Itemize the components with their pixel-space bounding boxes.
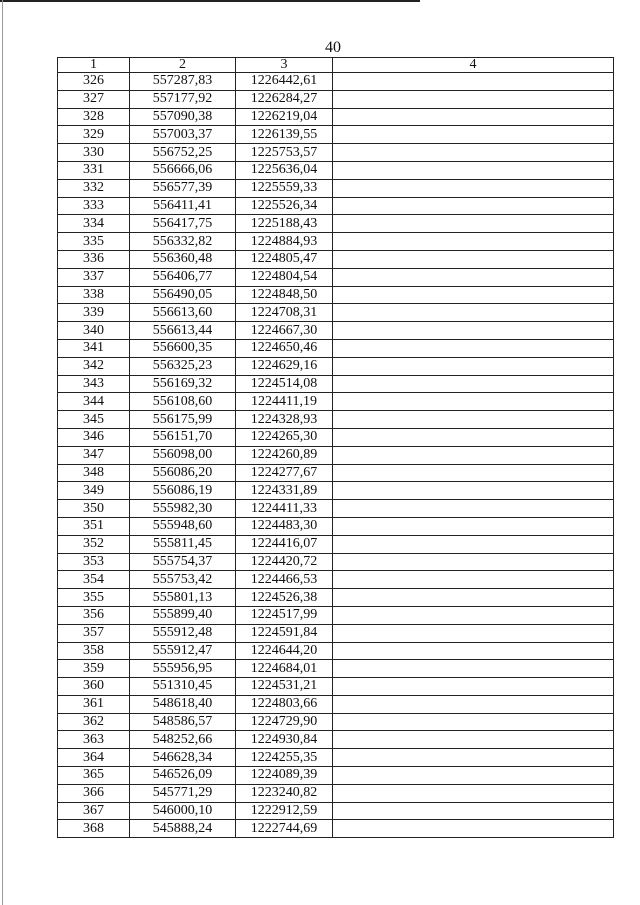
point-number-cell: 367: [58, 802, 130, 820]
point-number-cell: 338: [58, 286, 130, 304]
table-row: [58, 375, 614, 393]
y-coordinate-cell: 1224729,90: [236, 713, 333, 731]
point-number-cell: 352: [58, 535, 130, 553]
note-cell: [333, 571, 614, 589]
y-coordinate-cell: 1224526,38: [236, 589, 333, 607]
x-coordinate-cell: 555912,47: [130, 642, 236, 660]
note-cell: [333, 535, 614, 553]
point-number-cell: 329: [58, 126, 130, 144]
note-cell: [333, 161, 614, 179]
point-number-cell: 358: [58, 642, 130, 660]
note-cell: [333, 500, 614, 518]
note-cell: [333, 233, 614, 251]
x-coordinate-cell: 556613,60: [130, 304, 236, 322]
table-row: [58, 179, 614, 197]
x-coordinate-cell: 556577,39: [130, 179, 236, 197]
note-cell: [333, 731, 614, 749]
table-row: [58, 161, 614, 179]
x-coordinate-cell: 556098,00: [130, 446, 236, 464]
x-coordinate-cell: 556406,77: [130, 268, 236, 286]
note-cell: [333, 428, 614, 446]
point-number-cell: 368: [58, 820, 130, 838]
point-number-cell: 336: [58, 250, 130, 268]
y-coordinate-cell: 1225559,33: [236, 179, 333, 197]
table-row: [58, 144, 614, 162]
x-coordinate-cell: 555912,48: [130, 624, 236, 642]
table-row: [58, 446, 614, 464]
x-coordinate-cell: 556086,20: [130, 464, 236, 482]
point-number-cell: 355: [58, 589, 130, 607]
point-number-cell: 327: [58, 90, 130, 108]
y-coordinate-cell: 1224644,20: [236, 642, 333, 660]
table-row: [58, 571, 614, 589]
x-coordinate-cell: 546526,09: [130, 767, 236, 785]
table-row: [58, 73, 614, 91]
table-row: [58, 215, 614, 233]
x-coordinate-cell: 556411,41: [130, 197, 236, 215]
point-number-cell: 363: [58, 731, 130, 749]
note-cell: [333, 624, 614, 642]
note-cell: [333, 144, 614, 162]
page-left-edge: [2, 0, 3, 905]
x-coordinate-cell: 545888,24: [130, 820, 236, 838]
point-number-cell: 341: [58, 339, 130, 357]
y-coordinate-cell: 1226284,27: [236, 90, 333, 108]
point-number-cell: 351: [58, 517, 130, 535]
x-coordinate-cell: 546628,34: [130, 749, 236, 767]
note-cell: [333, 660, 614, 678]
table-row: [58, 535, 614, 553]
y-coordinate-cell: 1224331,89: [236, 482, 333, 500]
point-number-cell: 333: [58, 197, 130, 215]
y-coordinate-cell: 1224416,07: [236, 535, 333, 553]
point-number-cell: 354: [58, 571, 130, 589]
note-cell: [333, 749, 614, 767]
point-number-cell: 343: [58, 375, 130, 393]
y-coordinate-cell: 1224411,33: [236, 500, 333, 518]
point-number-cell: 362: [58, 713, 130, 731]
y-coordinate-cell: 1224803,66: [236, 695, 333, 713]
y-coordinate-cell: 1224667,30: [236, 322, 333, 340]
x-coordinate-cell: 556169,32: [130, 375, 236, 393]
y-coordinate-cell: 1222912,59: [236, 802, 333, 820]
table-row: [58, 339, 614, 357]
y-coordinate-cell: 1224804,54: [236, 268, 333, 286]
note-cell: [333, 446, 614, 464]
x-coordinate-cell: 556613,44: [130, 322, 236, 340]
table-row: [58, 304, 614, 322]
table-row: [58, 393, 614, 411]
y-coordinate-cell: 1224684,01: [236, 660, 333, 678]
x-coordinate-cell: 555948,60: [130, 517, 236, 535]
table-row: [58, 250, 614, 268]
y-coordinate-cell: 1224483,30: [236, 517, 333, 535]
x-coordinate-cell: 557003,37: [130, 126, 236, 144]
note-cell: [333, 517, 614, 535]
y-coordinate-cell: 1222744,69: [236, 820, 333, 838]
table-row: [58, 784, 614, 802]
x-coordinate-cell: 555899,40: [130, 606, 236, 624]
table-row: [58, 233, 614, 251]
y-coordinate-cell: 1225636,04: [236, 161, 333, 179]
x-coordinate-cell: 548586,57: [130, 713, 236, 731]
point-number-cell: 359: [58, 660, 130, 678]
y-coordinate-cell: 1224930,84: [236, 731, 333, 749]
point-number-cell: 356: [58, 606, 130, 624]
point-number-cell: 344: [58, 393, 130, 411]
x-coordinate-cell: 546000,10: [130, 802, 236, 820]
note-cell: [333, 482, 614, 500]
y-coordinate-cell: 1224466,53: [236, 571, 333, 589]
x-coordinate-cell: 555811,45: [130, 535, 236, 553]
note-cell: [333, 411, 614, 429]
table-row: [58, 197, 614, 215]
note-cell: [333, 695, 614, 713]
point-number-cell: 331: [58, 161, 130, 179]
x-coordinate-cell: 555956,95: [130, 660, 236, 678]
x-coordinate-cell: 557287,83: [130, 73, 236, 91]
y-coordinate-cell: 1226139,55: [236, 126, 333, 144]
table-row: [58, 660, 614, 678]
table-row: [58, 322, 614, 340]
y-coordinate-cell: 1225753,57: [236, 144, 333, 162]
table-row: [58, 642, 614, 660]
point-number-cell: 349: [58, 482, 130, 500]
x-coordinate-cell: 556332,82: [130, 233, 236, 251]
note-cell: [333, 375, 614, 393]
table-row: [58, 802, 614, 820]
point-number-cell: 348: [58, 464, 130, 482]
y-coordinate-cell: 1226219,04: [236, 108, 333, 126]
point-number-cell: 361: [58, 695, 130, 713]
note-cell: [333, 713, 614, 731]
point-number-cell: 350: [58, 500, 130, 518]
table-row: [58, 767, 614, 785]
point-number-cell: 345: [58, 411, 130, 429]
x-coordinate-cell: 556417,75: [130, 215, 236, 233]
note-cell: [333, 393, 614, 411]
x-coordinate-cell: 556752,25: [130, 144, 236, 162]
y-coordinate-cell: 1224089,39: [236, 767, 333, 785]
y-coordinate-cell: 1224848,50: [236, 286, 333, 304]
point-number-cell: 353: [58, 553, 130, 571]
note-cell: [333, 197, 614, 215]
note-cell: [333, 464, 614, 482]
y-coordinate-cell: 1224629,16: [236, 357, 333, 375]
table-row: [58, 589, 614, 607]
point-number-cell: 328: [58, 108, 130, 126]
table-row: [58, 108, 614, 126]
x-coordinate-cell: 556151,70: [130, 428, 236, 446]
note-cell: [333, 553, 614, 571]
table-row: [58, 820, 614, 838]
point-number-cell: 364: [58, 749, 130, 767]
y-coordinate-cell: 1224328,93: [236, 411, 333, 429]
table-row: [58, 749, 614, 767]
point-number-cell: 340: [58, 322, 130, 340]
y-coordinate-cell: 1223240,82: [236, 784, 333, 802]
column-header-4: 4: [333, 58, 614, 73]
point-number-cell: 334: [58, 215, 130, 233]
x-coordinate-cell: 556086,19: [130, 482, 236, 500]
column-header-1: 1: [58, 58, 130, 73]
point-number-cell: 346: [58, 428, 130, 446]
coordinates-table: [57, 57, 614, 838]
note-cell: [333, 304, 614, 322]
x-coordinate-cell: 556108,60: [130, 393, 236, 411]
note-cell: [333, 73, 614, 91]
table-row: [58, 695, 614, 713]
top-border-rule: [0, 0, 420, 2]
x-coordinate-cell: 548618,40: [130, 695, 236, 713]
y-coordinate-cell: 1224411,19: [236, 393, 333, 411]
x-coordinate-cell: 545771,29: [130, 784, 236, 802]
y-coordinate-cell: 1224420,72: [236, 553, 333, 571]
y-coordinate-cell: 1224517,99: [236, 606, 333, 624]
note-cell: [333, 126, 614, 144]
note-cell: [333, 90, 614, 108]
column-header-2: 2: [130, 58, 236, 73]
note-cell: [333, 784, 614, 802]
table-row: [58, 731, 614, 749]
point-number-cell: 366: [58, 784, 130, 802]
x-coordinate-cell: 551310,45: [130, 678, 236, 696]
table-row: [58, 500, 614, 518]
table-row: [58, 126, 614, 144]
table-body: [58, 73, 614, 838]
table-row: [58, 624, 614, 642]
x-coordinate-cell: 555754,37: [130, 553, 236, 571]
note-cell: [333, 268, 614, 286]
y-coordinate-cell: 1224514,08: [236, 375, 333, 393]
table-row: [58, 428, 614, 446]
table-row: [58, 90, 614, 108]
x-coordinate-cell: 556360,48: [130, 250, 236, 268]
point-number-cell: 330: [58, 144, 130, 162]
y-coordinate-cell: 1224277,67: [236, 464, 333, 482]
x-coordinate-cell: 556600,35: [130, 339, 236, 357]
y-coordinate-cell: 1224650,46: [236, 339, 333, 357]
note-cell: [333, 767, 614, 785]
point-number-cell: 326: [58, 73, 130, 91]
point-number-cell: 365: [58, 767, 130, 785]
point-number-cell: 347: [58, 446, 130, 464]
table-row: [58, 553, 614, 571]
x-coordinate-cell: 556325,23: [130, 357, 236, 375]
x-coordinate-cell: 557177,92: [130, 90, 236, 108]
table-row: [58, 482, 614, 500]
y-coordinate-cell: 1225188,43: [236, 215, 333, 233]
table-row: [58, 713, 614, 731]
y-coordinate-cell: 1225526,34: [236, 197, 333, 215]
x-coordinate-cell: 556490,05: [130, 286, 236, 304]
note-cell: [333, 678, 614, 696]
y-coordinate-cell: 1224884,93: [236, 233, 333, 251]
y-coordinate-cell: 1224805,47: [236, 250, 333, 268]
y-coordinate-cell: 1224265,30: [236, 428, 333, 446]
column-header-3: 3: [236, 58, 333, 73]
x-coordinate-cell: 555801,13: [130, 589, 236, 607]
x-coordinate-cell: 555753,42: [130, 571, 236, 589]
note-cell: [333, 179, 614, 197]
y-coordinate-cell: 1224260,89: [236, 446, 333, 464]
x-coordinate-cell: 556175,99: [130, 411, 236, 429]
point-number-cell: 337: [58, 268, 130, 286]
y-coordinate-cell: 1226442,61: [236, 73, 333, 91]
y-coordinate-cell: 1224708,31: [236, 304, 333, 322]
note-cell: [333, 820, 614, 838]
note-cell: [333, 357, 614, 375]
point-number-cell: 339: [58, 304, 130, 322]
x-coordinate-cell: 557090,38: [130, 108, 236, 126]
y-coordinate-cell: 1224255,35: [236, 749, 333, 767]
point-number-cell: 357: [58, 624, 130, 642]
note-cell: [333, 108, 614, 126]
point-number-cell: 360: [58, 678, 130, 696]
table-row: [58, 678, 614, 696]
x-coordinate-cell: 555982,30: [130, 500, 236, 518]
note-cell: [333, 286, 614, 304]
x-coordinate-cell: 556666,06: [130, 161, 236, 179]
note-cell: [333, 589, 614, 607]
table-row: [58, 606, 614, 624]
table-header-row: [58, 58, 614, 73]
point-number-cell: 335: [58, 233, 130, 251]
table-row: [58, 268, 614, 286]
y-coordinate-cell: 1224531,21: [236, 678, 333, 696]
note-cell: [333, 339, 614, 357]
note-cell: [333, 802, 614, 820]
table-row: [58, 357, 614, 375]
table-row: [58, 411, 614, 429]
note-cell: [333, 606, 614, 624]
point-number-cell: 332: [58, 179, 130, 197]
note-cell: [333, 642, 614, 660]
table-row: [58, 464, 614, 482]
x-coordinate-cell: 548252,66: [130, 731, 236, 749]
point-number-cell: 342: [58, 357, 130, 375]
y-coordinate-cell: 1224591,84: [236, 624, 333, 642]
table-row: [58, 286, 614, 304]
table-row: [58, 517, 614, 535]
note-cell: [333, 322, 614, 340]
page-number: 40: [325, 39, 341, 56]
note-cell: [333, 250, 614, 268]
note-cell: [333, 215, 614, 233]
